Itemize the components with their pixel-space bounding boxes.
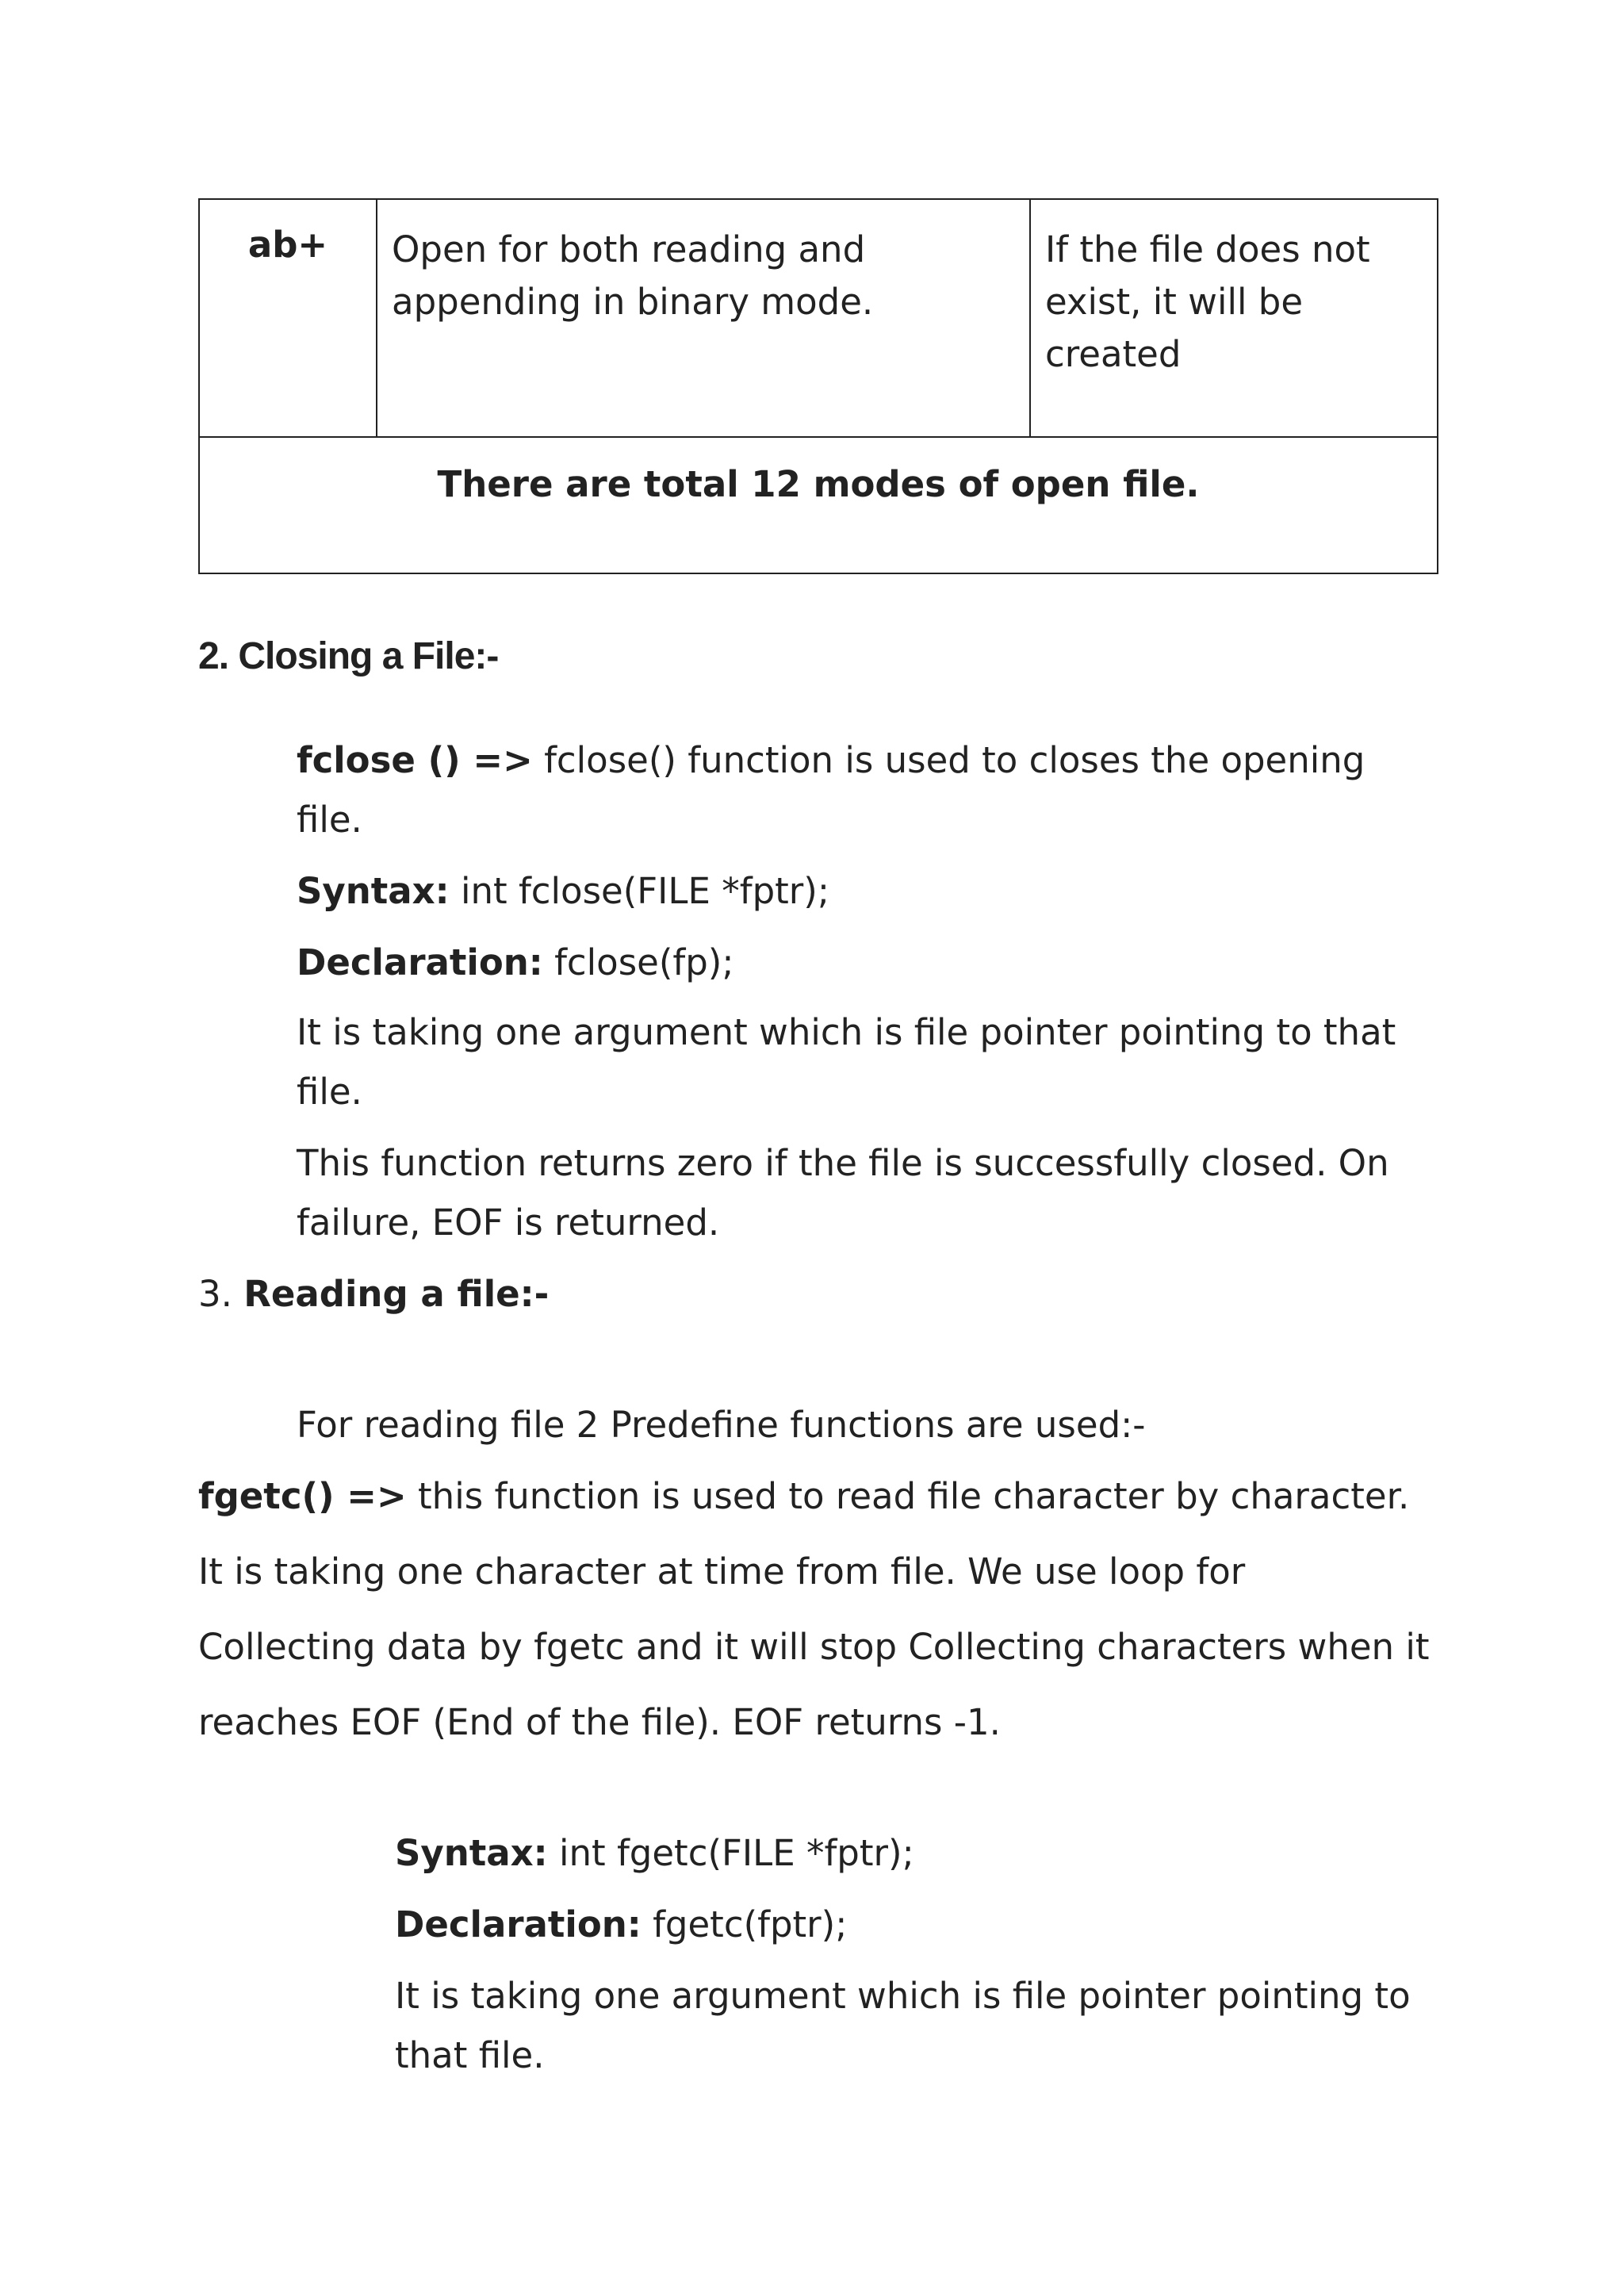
declaration-value: fclose(fp); <box>542 941 734 983</box>
fgetc-argument-line-2: that file. <box>395 2034 545 2076</box>
fgetc-line-2: It is taking one character at time from file. We use loop for <box>198 1550 1246 1593</box>
description-cell <box>377 199 1030 437</box>
fclose-argument-line-1: It is taking one argument which is file pointer pointing to that <box>297 1011 1396 1053</box>
fgetc-line-4: reaches EOF (End of the file). EOF returns -1. <box>198 1701 1001 1743</box>
reading-file-heading <box>198 1265 549 1324</box>
fgetc-argument-line-1: It is taking one argument which is file pointer pointing to <box>395 1975 1411 2017</box>
table-footer-row <box>199 437 1438 573</box>
fclose-declaration <box>297 933 734 992</box>
fclose-line <box>297 731 1365 790</box>
syntax-label: Syntax: <box>297 870 450 912</box>
closing-file-heading: 2. Closing a File:- <box>198 635 499 677</box>
fgetc-label: fgetc() => <box>198 1475 407 1517</box>
mode-value: ab+ <box>247 224 328 266</box>
fclose-line-2: file. <box>297 799 362 841</box>
syntax-value: int fclose(FILE *fptr); <box>449 870 829 912</box>
declaration-label: Declaration: <box>395 1903 642 1945</box>
syntax-value: int fgetc(FILE *fptr); <box>547 1832 914 1874</box>
declaration-label: Declaration: <box>297 941 543 983</box>
fgetc-line-1 <box>198 1467 1409 1526</box>
syntax-label: Syntax: <box>395 1832 548 1874</box>
fclose-argument-line-2: file. <box>297 1071 362 1113</box>
mode-cell <box>199 199 377 437</box>
total-modes-cell <box>199 437 1438 573</box>
fgetc-declaration <box>395 1895 847 1954</box>
fclose-label: fclose () => <box>297 739 533 781</box>
total-modes-text: There are total 12 modes of open file. <box>437 463 1200 505</box>
mode-note: If the file does not exist, it will be created <box>1045 228 1370 375</box>
mode-description: Open for both reading and appending in binary mode. <box>392 228 874 323</box>
fgetc-description: this function is used to read file character by character. <box>406 1475 1410 1517</box>
fclose-description: fclose() function is used to closes the opening <box>532 739 1365 781</box>
fgetc-line-3: Collecting data by fgetc and it will stop Collecting characters when it <box>198 1626 1430 1668</box>
fclose-return-line-1: This function returns zero if the file is successfully closed. On <box>297 1142 1389 1184</box>
fclose-return-line-2: failure, EOF is returned. <box>297 1202 720 1244</box>
declaration-value: fgetc(fptr); <box>641 1903 848 1945</box>
reading-intro: For reading file 2 Predefine functions are used:- <box>297 1404 1146 1446</box>
reading-section-number: 3. <box>198 1273 244 1315</box>
table-row <box>199 199 1438 437</box>
fclose-syntax <box>297 862 829 921</box>
note-cell <box>1030 199 1438 437</box>
fgetc-syntax <box>395 1824 914 1883</box>
file-modes-table <box>198 198 1438 574</box>
reading-section-title: Reading a file:- <box>243 1273 550 1315</box>
